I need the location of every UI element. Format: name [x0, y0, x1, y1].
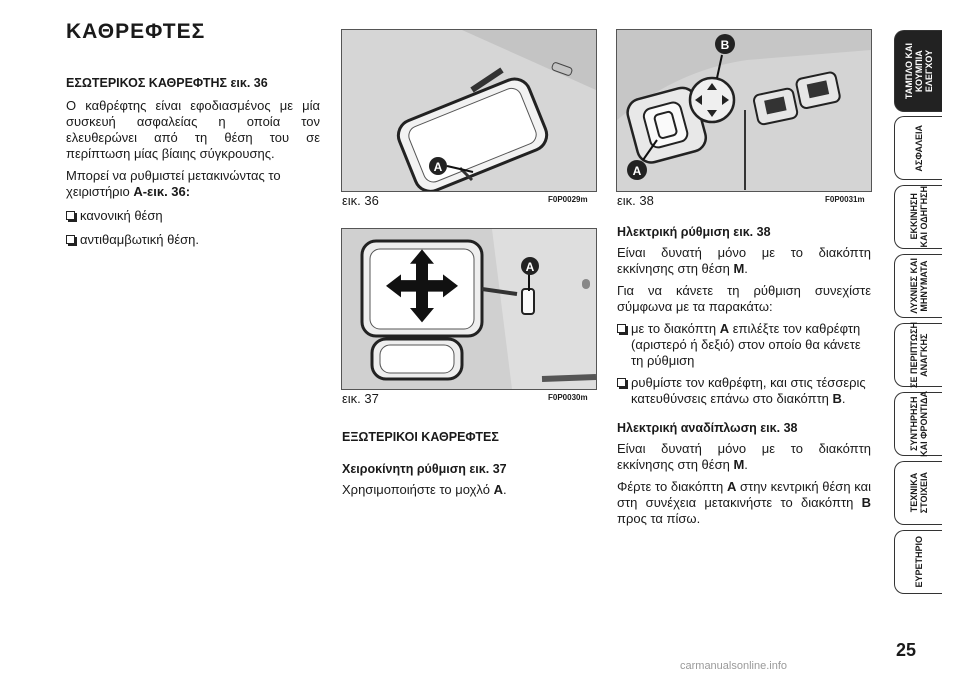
paragraph: Ο καθρέφτης είναι εφοδιασμένος με μία συσκευή ασφαλείας η οποία τον ελευθερώνει από τη θέση του σε περίπτωση μίας βίαιης σύγκρουσης.: [66, 98, 320, 161]
checkbox-bullet-icon: [617, 324, 626, 333]
callout-a: A: [632, 164, 642, 178]
tab-safety[interactable]: ΑΣΦΑΛΕΙΑ: [894, 116, 942, 180]
bullet-item: με το διακόπτη A επιλέξτε τον καθρέφτη (αριστερό ή δεξιό) στον οποίο θα κάνετε τη ρύθμιση: [617, 321, 871, 369]
paragraph: Μπορεί να ρυθμιστεί μετακινώντας το χειριστήριο A-εικ. 36:: [66, 168, 281, 199]
callout-a: A: [433, 160, 443, 174]
tab-starting-driving[interactable]: ΕΚΚΙΝΗΣΗ ΚΑΙ ΟΔΗΓΗΣΗ: [894, 185, 942, 249]
bullet-item: ρυθμίστε τον καθρέφτη, και στις τέσσερις κατευθύνσεις επάνω στο διακόπτη B.: [617, 375, 871, 407]
figure-36-interior-mirror: [341, 29, 597, 192]
tab-lights-messages[interactable]: ΛΥΧΝΙΕΣ ΚΑΙ ΜΗΝΥΜΑΤΑ: [894, 254, 942, 318]
paragraph: Για να κάνετε τη ρύθμιση συνεχίστε σύμφωνα με τα παρακάτω:: [617, 283, 871, 314]
checkbox-bullet-icon: [66, 211, 75, 220]
right-column-text: [617, 225, 871, 527]
page-title: ΚΑΘΡΕΦΤΕΣ: [66, 20, 206, 43]
checkbox-bullet-icon: [617, 378, 626, 387]
watermark: carmanualsonline.info: [680, 660, 788, 672]
page-number: 25: [896, 640, 917, 660]
exterior-mirror-illustration: [342, 229, 596, 389]
left-column: [66, 76, 320, 248]
heading-electric-adjustment: Ηλεκτρική ρύθμιση εικ. 38: [617, 225, 771, 239]
figure-caption: εικ. 37: [342, 391, 379, 406]
figure-code: F0P0030m: [548, 393, 588, 402]
figure-37-exterior-mirror: [341, 228, 597, 390]
door-switch-illustration: [617, 30, 871, 191]
callout-a: A: [525, 260, 535, 274]
figure-caption: εικ. 36: [342, 193, 379, 208]
checkbox-bullet-icon: [66, 235, 75, 244]
tab-dashboard-controls[interactable]: ΤΑΜΠΛΟ ΚΑΙ ΚΟΥΜΠΙΑ ΕΛΕΓΧΟΥ: [894, 30, 942, 112]
figure-code: F0P0029m: [548, 195, 588, 204]
paragraph: Φέρτε το διακόπτη A στην κεντρική θέση και στη συνέχεια μετακινήστε το διακόπτη B προς τα πίσω.: [617, 479, 871, 526]
tab-maintenance[interactable]: ΣΥΝΤΗΡΗΣΗ ΚΑΙ ΦΡΟΝΤΙΔΑ: [894, 392, 942, 456]
middle-column-text: [342, 430, 596, 498]
mirror-illustration: [342, 30, 596, 191]
paragraph: Χρησιμοποιήστε το μοχλό A.: [342, 482, 507, 497]
figure-code: F0P0031m: [825, 195, 865, 204]
bullet-item: αντιθαμβωτική θέση.: [66, 232, 320, 248]
callout-b: B: [720, 38, 730, 52]
tab-technical-data[interactable]: ΤΕΧΝΙΚΑ ΣΤΟΙΧΕΙΑ: [894, 461, 942, 525]
heading-manual-adjustment: Χειροκίνητη ρύθμιση εικ. 37: [342, 462, 507, 476]
paragraph: Είναι δυνατή μόνο με το διακόπτη εκκίνησης στη θέση M.: [617, 441, 871, 472]
paragraph: Είναι δυνατή μόνο με το διακόπτη εκκίνησης στη θέση M.: [617, 245, 871, 276]
heading-exterior-mirrors: ΕΞΩΤΕΡΙΚΟΙ ΚΑΘΡΕΦΤΕΣ: [342, 430, 499, 444]
heading-interior-mirror: ΕΣΩΤΕΡΙΚΟΣ ΚΑΘΡΕΦΤΗΣ εικ. 36: [66, 76, 268, 90]
bullet-item: κανονική θέση: [66, 208, 320, 224]
tab-index[interactable]: ΕΥΡΕΤΗΡΙΟ: [894, 530, 942, 594]
heading-electric-folding: Ηλεκτρική αναδίπλωση εικ. 38: [617, 421, 798, 435]
figure-caption: εικ. 38: [617, 193, 654, 208]
figure-38-electric-controls: [616, 29, 872, 192]
tab-emergency[interactable]: ΣΕ ΠΕΡΙΠΤΩΣΗ ΑΝΑΓΚΗΣ: [894, 323, 942, 387]
